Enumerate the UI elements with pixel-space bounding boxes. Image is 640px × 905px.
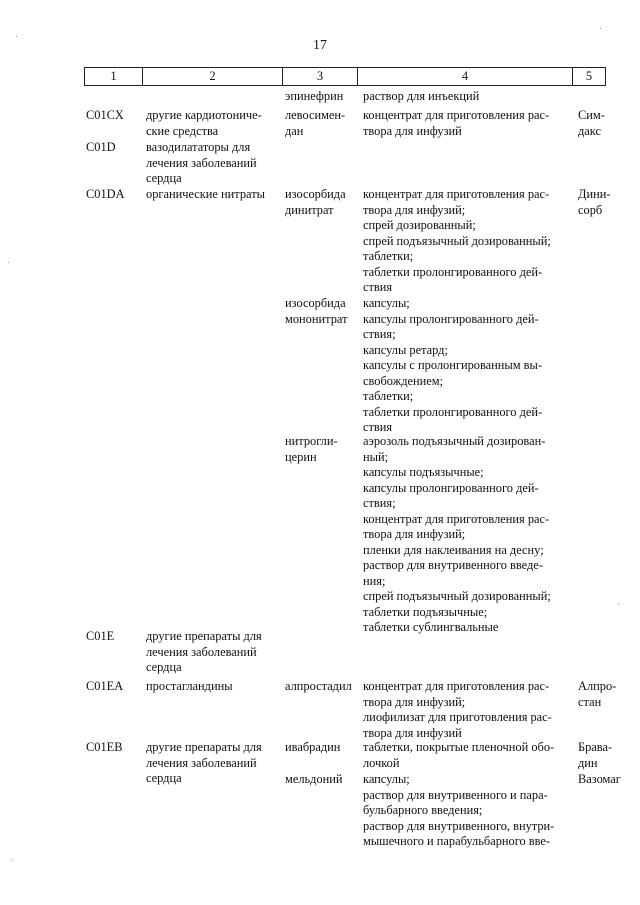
trade-name: Дини- сорб — [578, 187, 611, 217]
scan-speck — [12, 860, 13, 861]
dosage-forms: аэрозоль подъязычный дозирован- ный; капсулы подъязычные; капсулы пролонгированного дей- ствия; концентрат для приготовления рас- твора для инфузий; пленки для наклеивания на десну; раствор для внутривенного введе- ния; спрей подъязычный дозированный; таблетки подъязычные; таблетки сублингвальные — [363, 434, 551, 634]
header-col-1: 1 — [85, 68, 143, 86]
scan-speck — [618, 603, 619, 604]
trade-name: Сим- дакс — [578, 108, 605, 138]
dosage-forms: таблетки, покрытые пленочной обо- лочкой — [363, 740, 555, 770]
drug-name: нитрогли- церин — [285, 434, 338, 464]
drug-name: мельдоний — [285, 772, 343, 786]
atc-code: C01D — [86, 140, 116, 154]
header-col-4: 4 — [358, 68, 573, 86]
dosage-forms: раствор для инъекций — [363, 89, 480, 103]
drug-name: алпростадил — [285, 679, 352, 693]
atc-code: C01EB — [86, 740, 123, 754]
scan-speck — [600, 28, 601, 29]
group-name: другие кардиотониче- ские средства — [146, 108, 262, 138]
group-name: другие препараты для лечения заболеваний сердца — [146, 629, 262, 674]
drug-name: изосорбида динитрат — [285, 187, 346, 217]
group-name: другие препараты для лечения заболеваний сердца — [146, 740, 262, 785]
page-number: 17 — [313, 38, 327, 53]
group-name: органические нитраты — [146, 187, 265, 201]
trade-name: Вазомаг — [578, 772, 621, 786]
trade-name: Алпро- стан — [578, 679, 617, 709]
atc-code: C01EA — [86, 679, 124, 693]
drug-name: левосимен- дан — [285, 108, 346, 138]
dosage-forms: концентрат для приготовления рас- твора для инфузий; спрей дозированный; спрей подъязычный дозированный; таблетки; таблетки пролонгированного дей- ствия — [363, 187, 551, 294]
trade-name: Брава- дин — [578, 740, 613, 770]
table-header — [84, 67, 606, 86]
group-name: простагландины — [146, 679, 233, 693]
group-name: вазодилататоры для лечения заболеваний сердца — [146, 140, 257, 185]
drug-name: ивабрадин — [285, 740, 341, 754]
drug-name: эпинефрин — [285, 89, 344, 103]
atc-code: C01CX — [86, 108, 124, 122]
atc-code: C01E — [86, 629, 115, 643]
atc-code: C01DA — [86, 187, 125, 201]
dosage-forms: капсулы; капсулы пролонгированного дей- ствия; капсулы ретард; капсулы с пролонгированным вы- свобождением; таблетки; таблетки пролонгированного дей- ствия — [363, 296, 543, 434]
header-col-2: 2 — [143, 68, 283, 86]
drug-name: изосорбида мононитрат — [285, 296, 348, 326]
dosage-forms: концентрат для приготовления рас- твора для инфузий — [363, 108, 550, 138]
scan-speck — [16, 36, 17, 37]
scan-speck — [8, 262, 9, 263]
header-col-5: 5 — [573, 68, 606, 86]
header-col-3: 3 — [283, 68, 358, 86]
dosage-forms: концентрат для приготовления рас- твора для инфузий; лиофилизат для приготовления рас- твора для инфузий — [363, 679, 552, 740]
dosage-forms: капсулы; раствор для внутривенного и пара- бульбарного введения; раствор для внутривенного, внутри- мышечного и парабульбарного вве- — [363, 772, 555, 848]
